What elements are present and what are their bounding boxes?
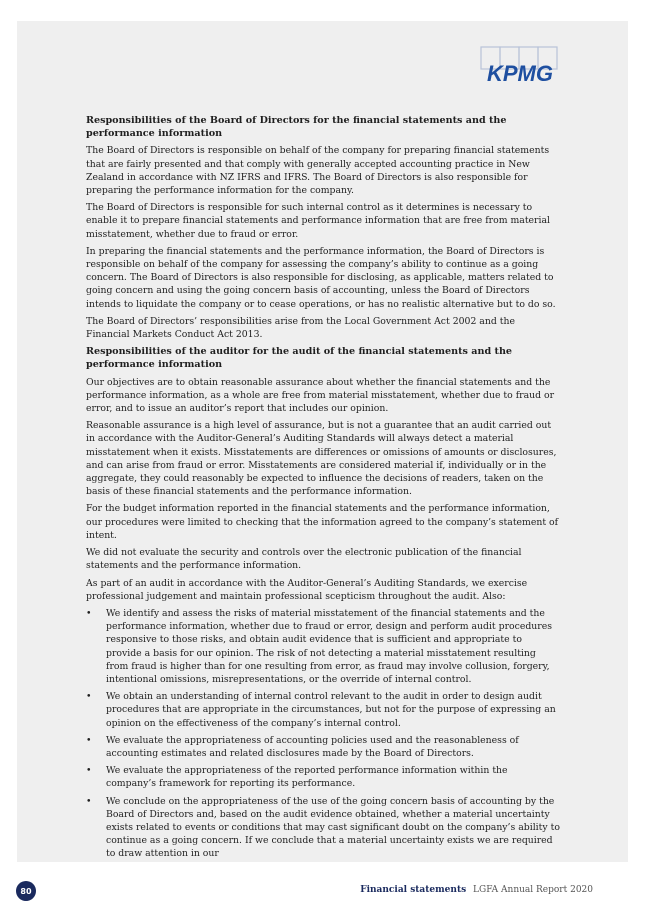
document-body [86, 114, 560, 865]
paragraph: We did not evaluate the security and controls over the electronic publication of the financial statements and the performance information. [86, 547, 522, 572]
paragraph: In preparing the financial statements and the performance information, the Board of Directors is responsible on behalf of the company for assessing the company’s ability to continue as a going concern. The Board of Directors is also responsible for disclosing, as applicable, matters related to going concern and using the going concern basis of accounting, unless the Board of Directors intends to liquidate the company or to cease operations, or has no realistic alternative but to do so. [86, 245, 556, 310]
bullet-list [86, 607, 560, 861]
list-item-text: We evaluate the appropriateness of accounting policies used and the reasonableness of accounting estimates and related disclosures made by the Board of Directors. [106, 734, 519, 759]
paragraph: Reasonable assurance is a high level of assurance, but is not a guarantee that an audit carried out in accordance with the Auditor-General’s Auditing Standards will always detect a material misstatement when it exists. Misstatements are differences or omissions of amounts or disclosures, and can arise from fraud or error. Misstatements are considered material if, individually or in the aggregate, they could reasonably be expected to influence the decisions of readers, taken on the basis of these financial statements and the performance information. [86, 420, 557, 498]
paragraph: As part of an audit in accordance with the Auditor-General’s Auditing Standards, we exercise professional judgement and maintain professional scepticism throughout the audit. Also: [86, 577, 528, 602]
footer-title: LGFA Annual Report 2020 [473, 885, 593, 895]
paragraph: For the budget information reported in the financial statements and the performance information, our procedures were limited to checking that the information agreed to the company’s statement of intent. [86, 503, 559, 541]
list-item [86, 795, 560, 861]
bullet-icon: • [86, 607, 92, 619]
section-heading: Responsibilities of the Board of Directors for the financial statements and the performance information [86, 115, 507, 140]
paragraph: Our objectives are to obtain reasonable assurance about whether the financial statements and the performance information, as a whole are free from material misstatement, whether due to fraud or error, and to issue an auditor’s report that includes our opinion. [86, 376, 555, 415]
list-item [86, 690, 560, 730]
paragraph: The Board of Directors is responsible on behalf of the company for preparing financial statements that are fairly presented and that comply with generally accepted accounting practice in New Zealand in accordance with NZ IFRS and IFRS. The Board of Directors is also responsible for preparing the performance information for the company. [86, 145, 550, 197]
list-item-text: We evaluate the appropriateness of the reported performance information within the company’s framework for reporting its performance. [106, 765, 508, 790]
page-footer [360, 885, 593, 895]
page-number-badge: 80 [16, 881, 36, 901]
list-item-text: We conclude on the appropriateness of the use of the going concern basis of accounting by the Board of Directors and, based on the audit evidence obtained, whether a material uncertainty exists related to events or conditions that may cast significant doubt on the company’s ability to continue as a going concern. If we conclude that a material uncertainty exists we are required to draw attention in our [106, 795, 560, 860]
bullet-icon: • [86, 795, 92, 807]
section-heading: Responsibilities of the auditor for the audit of the financial statements and the performance information [86, 346, 513, 371]
paragraph: The Board of Directors’ responsibilities arise from the Local Government Act 2002 and the Financial Markets Conduct Act 2013. [86, 315, 515, 341]
list-item-text: We identify and assess the risks of material misstatement of the financial statements and the performance information, whether due to fraud or error, design and perform audit procedures responsive to those risks, and obtain audit evidence that is sufficient and appropriate to provide a basis for our opinion. The risk of not detecting a material misstatement resulting from fraud is higher than for one resulting from error, as fraud may involve collusion, forgery, intentional omissions, misrepresentations, or the override of internal control. [106, 607, 552, 685]
list-item [86, 734, 560, 760]
kpmg-logo [477, 45, 563, 85]
bullet-icon: • [86, 765, 92, 777]
bullet-icon: • [86, 691, 92, 703]
list-item [86, 764, 560, 790]
list-item [86, 607, 560, 686]
list-item-text: We obtain an understanding of internal control relevant to the audit in order to design audit procedures that are appropriate in the circumstances, but not for the purpose of expressing an opinion on the effectiveness of the company’s internal control. [106, 691, 556, 729]
paragraph: The Board of Directors is responsible for such internal control as it determines is necessary to enable it to prepare financial statements and performance information that are free from material misstatement, whether due to fraud or error. [86, 202, 550, 240]
logo-text: KPMG [487, 61, 553, 85]
bullet-icon: • [86, 734, 92, 746]
footer-section: Financial statements [360, 885, 467, 895]
